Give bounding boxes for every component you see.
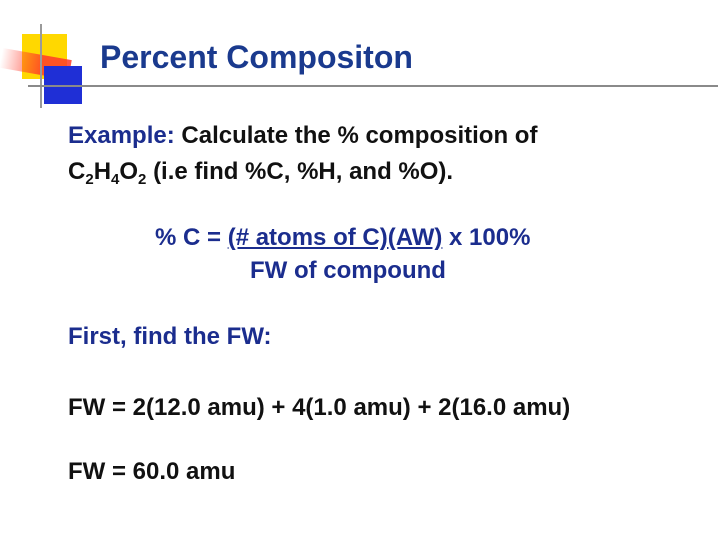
equation-right: x 100%: [442, 224, 531, 251]
formula-rest: (i.e find %C, %H, and %O).: [153, 158, 454, 185]
example-line: [68, 122, 537, 150]
fw-result: FW = 60.0 amu: [68, 458, 236, 485]
example-label: Example:: [68, 122, 175, 149]
equation-denominator: FW of compound: [250, 257, 446, 284]
formula-c: C: [68, 158, 86, 185]
title-divider: [28, 85, 718, 87]
formula-o: O: [119, 158, 139, 185]
formula-o-sub: 2: [138, 171, 147, 188]
first-step-text: First, find the FW:: [68, 323, 272, 350]
formula-h: H: [93, 158, 112, 185]
formula-h-sub: 4: [111, 171, 120, 188]
equation-left: % C =: [155, 224, 228, 251]
equation-numerator: (# atoms of C)(AW): [227, 224, 443, 251]
equation-line: [155, 224, 530, 252]
formula-c-sub: 2: [85, 171, 94, 188]
decor-vertical-line: [40, 24, 42, 108]
example-text: Calculate the % composition of: [181, 122, 538, 149]
formula-line: [68, 158, 453, 186]
fw-calculation: FW = 2(12.0 amu) + 4(1.0 amu) + 2(16.0 amu): [68, 394, 571, 421]
slide-title: Percent Compositon: [100, 39, 413, 75]
